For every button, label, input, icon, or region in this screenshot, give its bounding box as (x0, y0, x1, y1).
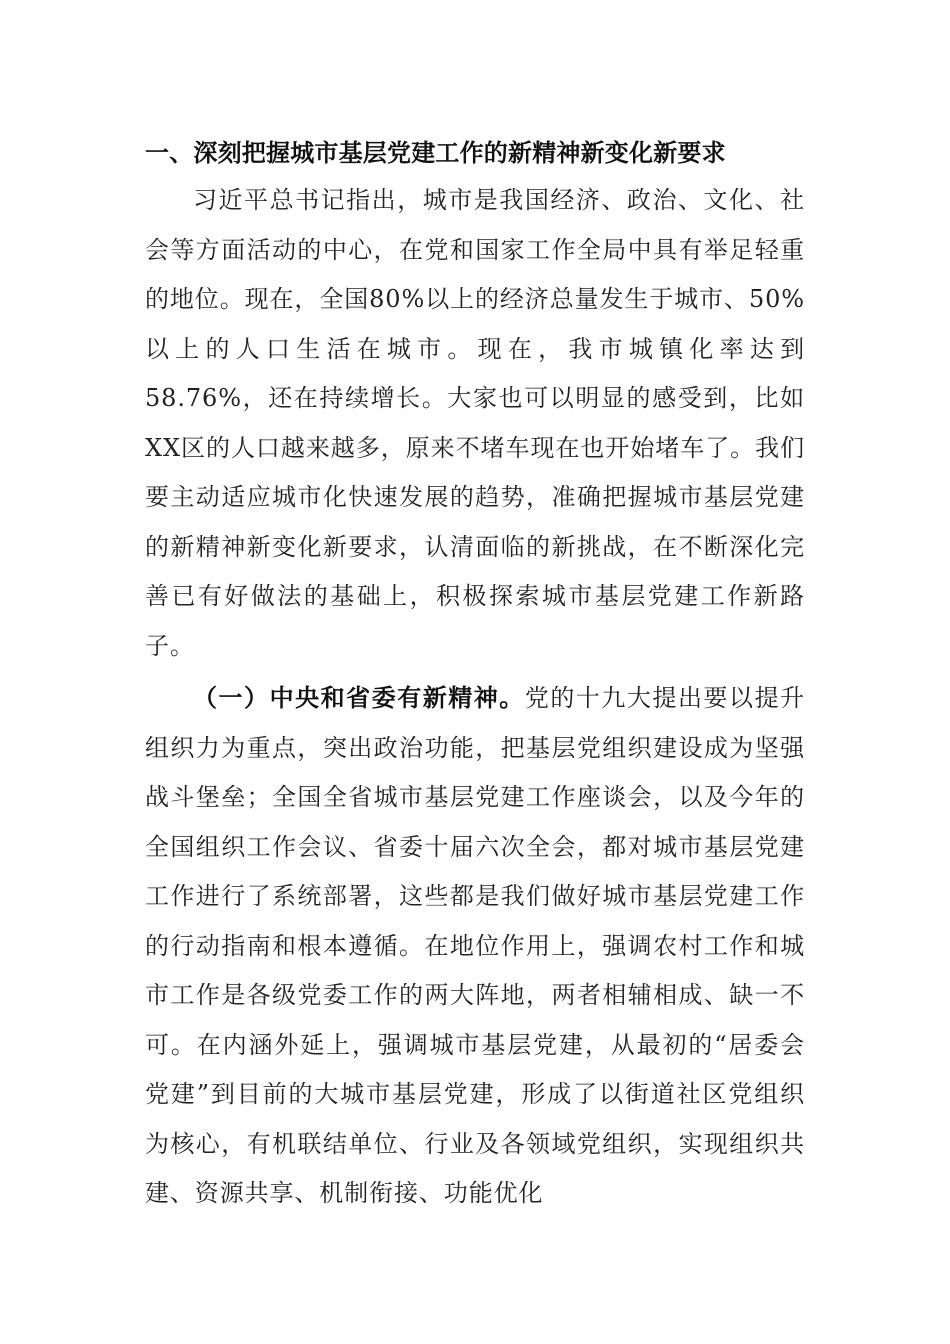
document-page (145, 130, 805, 1219)
paragraph-1: 习近平总书记指出，城市是我国经济、政治、文化、社会等方面活动的中心，在党和国家工作全局中具有举足轻重的地位。现在，全国80%以上的经济总量发生于城市、50%以上的人口生活在城市。现在，我市城镇化率达到58.76%，还在持续增长。大家也可以明显的感受到，比如XX区的人口越来越多，原来不堵车现在也开始堵车了。我们要主动适应城市化快速发展的趋势，准确把握城市基层党建的新精神新变化新要求，认清面临的新挑战，在不断深化完善已有好做法的基础上，积极探索城市基层党建工作新路子。 (145, 186, 805, 660)
paragraph-2 (145, 674, 805, 1219)
paragraph-2-lead: （一）中央和省委有新精神。 (193, 684, 525, 712)
section-heading: 一、深刻把握城市基层党建工作的新精神新变化新要求 (145, 139, 726, 167)
paragraph-2-body: 党的十九大提出要以提升组织力为重点，突出政治功能，把基层党组织建设成为坚强战斗堡垒；全国全省城市基层党建工作座谈会，以及今年的全国组织工作会议、省委十届六次全会，都对城市基层党建工作进行了系统部署，这些都是我们做好城市基层党建工作的行动指南和根本遵循。在地位作用上，强调农村工作和城市工作是各级党委工作的两大阵地，两者相辅相成、缺一不可。在内涵外延上，强调城市基层党建，从最初的“居委会党建”到目前的大城市基层党建，形成了以街道社区党组织为核心，有机联结单位、行业及各领域党组织，实现组织共建、资源共享、机制衔接、功能优化 (145, 684, 805, 1207)
